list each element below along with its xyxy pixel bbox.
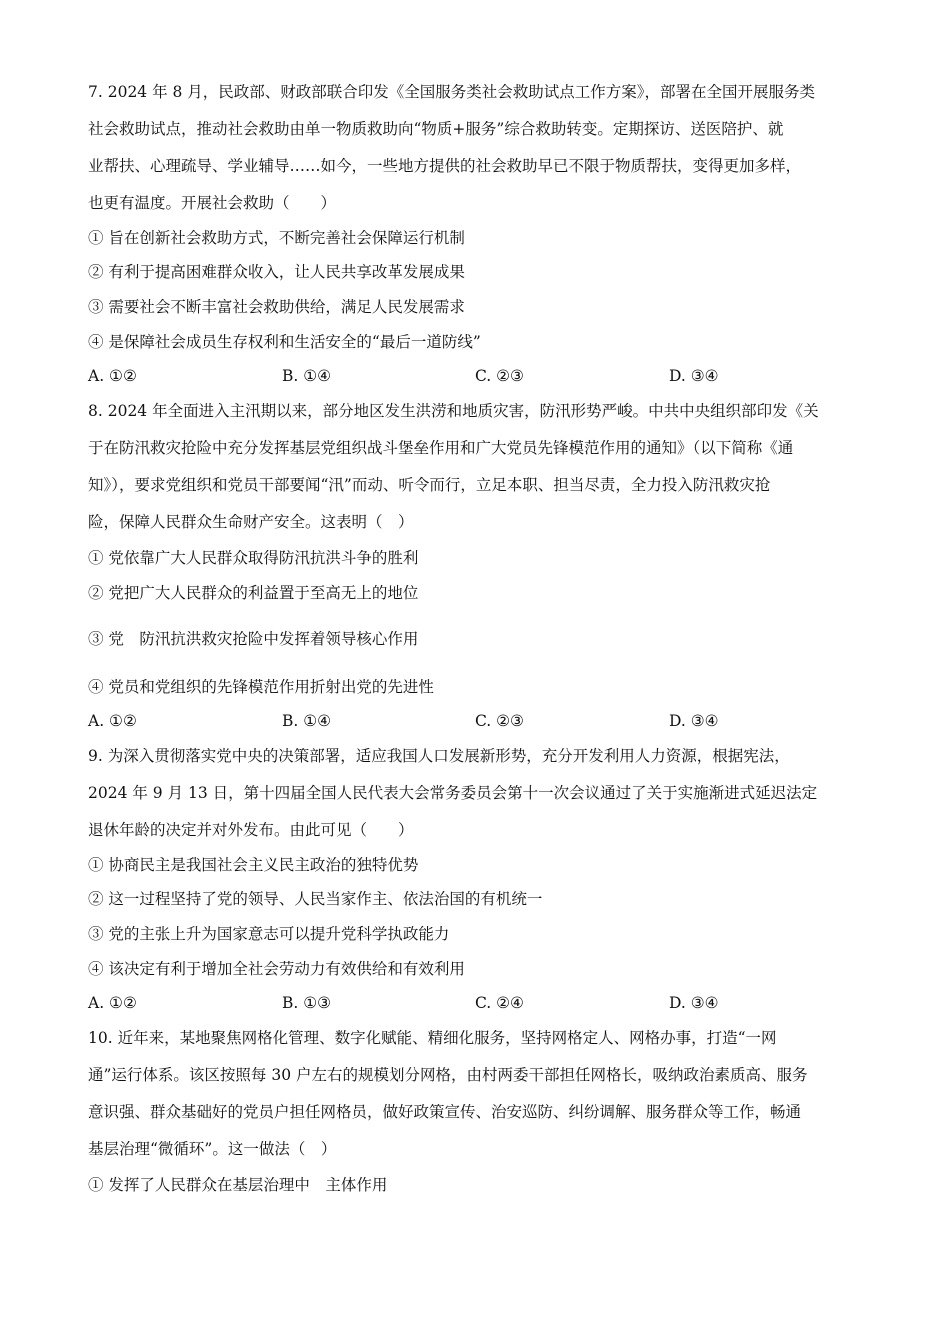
question-10-line-3: 意识强、群众基础好的党员户担任网格员，做好政策宣传、治安巡防、纠纷调解、服务群众等工作，畅通 bbox=[88, 1103, 802, 1121]
question-8-statement-3: ③ 党 防汛抗洪救灾抢险中发挥着领导核心作用 bbox=[88, 630, 419, 648]
question-9-statement-3: ③ 党的主张上升为国家意志可以提升党科学执政能力 bbox=[88, 925, 450, 943]
question-9-statement-1: ① 协商民主是我国社会主义民主政治的独特优势 bbox=[88, 856, 419, 874]
question-8-option-d[interactable]: D. ③④ bbox=[669, 712, 719, 730]
question-8-statement-4: ④ 党员和党组织的先锋模范作用折射出党的先进性 bbox=[88, 678, 434, 696]
question-9-option-d[interactable]: D. ③④ bbox=[669, 994, 719, 1012]
question-7-line-2: 社会救助试点，推动社会救助由单一物质救助向“物质+服务”综合救助转变。定期探访、送医陪护、就 bbox=[88, 120, 784, 138]
question-7-option-a[interactable]: A. ①② bbox=[88, 367, 137, 385]
question-9-line-1: 9. 为深入贯彻落实党中央的决策部署，适应我国人口发展新形势，充分开发利用人力资源，根据宪法， bbox=[88, 747, 790, 765]
question-7-statement-1: ① 旨在创新社会救助方式，不断完善社会保障运行机制 bbox=[88, 229, 465, 247]
question-9-option-b[interactable]: B. ①③ bbox=[282, 994, 332, 1012]
question-10-line-4: 基层治理“微循环”。这一做法（ ） bbox=[88, 1140, 337, 1158]
question-7-option-b[interactable]: B. ①④ bbox=[282, 367, 332, 385]
question-9-option-a[interactable]: A. ①② bbox=[88, 994, 137, 1012]
question-9-statement-2: ② 这一过程坚持了党的领导、人民当家作主、依法治国的有机统一 bbox=[88, 890, 543, 908]
question-8-line-3: 知》），要求党组织和党员干部要闻“汛”而动、听令而行，立足本职、担当尽责，全力投入防汛救灾抢 bbox=[88, 476, 771, 494]
question-7-statement-4: ④ 是保障社会成员生存权利和生活安全的“最后一道防线” bbox=[88, 333, 481, 351]
question-10-statement-1: ① 发挥了人民群众在基层治理中 主体作用 bbox=[88, 1176, 388, 1194]
question-9-option-c[interactable]: C. ②④ bbox=[475, 994, 524, 1012]
question-7-line-1: 7. 2024 年 8 月，民政部、财政部联合印发《全国服务类社会救助试点工作方案》，部署在全国开展服务类 bbox=[88, 83, 816, 101]
question-8-line-1: 8. 2024 年全面进入主汛期以来，部分地区发生洪涝和地质灾害，防汛形势严峻。中共中央组织部印发《关 bbox=[88, 402, 819, 420]
question-8-option-b[interactable]: B. ①④ bbox=[282, 712, 332, 730]
question-8-option-a[interactable]: A. ①② bbox=[88, 712, 137, 730]
question-7-line-4: 也更有温度。开展社会救助（ ） bbox=[88, 194, 337, 212]
question-8-line-4: 险，保障人民群众生命财产安全。这表明（ ） bbox=[88, 513, 414, 531]
question-9-line-2: 2024 年 9 月 13 日，第十四届全国人民代表大会常务委员会第十一次会议通过了关于实施渐进式延迟法定 bbox=[88, 784, 818, 802]
question-10-line-2: 通”运行体系。该区按照每 30 户左右的规模划分网格，由村两委干部担任网格长，吸纳政治素质高、服务 bbox=[88, 1066, 808, 1084]
question-7-statement-2: ② 有利于提高困难群众收入，让人民共享改革发展成果 bbox=[88, 263, 465, 281]
question-7-option-d[interactable]: D. ③④ bbox=[669, 367, 719, 385]
question-8-statement-1: ① 党依靠广大人民群众取得防汛抗洪斗争的胜利 bbox=[88, 549, 419, 567]
question-7-option-c[interactable]: C. ②③ bbox=[475, 367, 524, 385]
question-8-statement-2: ② 党把广大人民群众的利益置于至高无上的地位 bbox=[88, 584, 419, 602]
question-9-statement-4: ④ 该决定有利于增加全社会劳动力有效供给和有效利用 bbox=[88, 960, 465, 978]
question-9-line-3: 退休年龄的决定并对外发布。由此可见（ ） bbox=[88, 821, 414, 839]
question-7-line-3: 业帮扶、心理疏导、学业辅导……如今，一些地方提供的社会救助早已不限于物质帮扶，变得更加多样， bbox=[88, 157, 802, 175]
question-8-option-c[interactable]: C. ②③ bbox=[475, 712, 524, 730]
question-8-line-2: 于在防汛救灾抢险中充分发挥基层党组织战斗堡垒作用和广大党员先锋模范作用的通知》（以下简称《通 bbox=[88, 439, 794, 457]
question-10-line-1: 10. 近年来，某地聚焦网格化管理、数字化赋能、精细化服务，坚持网格定人、网格办事，打造“一网 bbox=[88, 1029, 777, 1047]
question-7-statement-3: ③ 需要社会不断丰富社会救助供给，满足人民发展需求 bbox=[88, 298, 465, 316]
